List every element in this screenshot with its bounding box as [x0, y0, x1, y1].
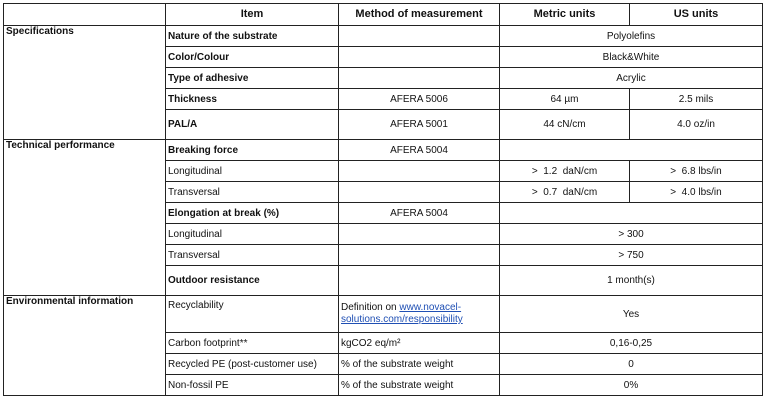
section-technical: Technical performance [4, 140, 166, 296]
value-recycled: 0 [500, 354, 763, 375]
method-breaking-transversal [339, 182, 500, 203]
item-carbon: Carbon footprint** [166, 333, 339, 354]
item-elongation-longitudinal: Longitudinal [166, 224, 339, 245]
method-thickness: AFERA 5006 [339, 89, 500, 110]
method-substrate [339, 26, 500, 47]
metric-breaking-transversal: > 0.7 daN/cm [500, 182, 630, 203]
item-breaking: Breaking force [166, 140, 339, 161]
item-elongation-transversal: Transversal [166, 245, 339, 266]
metric-thickness: 64 µm [500, 89, 630, 110]
item-elongation: Elongation at break (%) [166, 203, 339, 224]
us-breaking-longitudinal: > 6.8 lbs/in [630, 161, 763, 182]
value-carbon: 0,16-0,25 [500, 333, 763, 354]
table-row [4, 26, 763, 47]
section-header-blank [4, 4, 166, 26]
value-elongation [500, 203, 763, 224]
item-recyclability: Recyclability [166, 296, 339, 333]
item-breaking-longitudinal: Longitudinal [166, 161, 339, 182]
item-header: Item [166, 4, 339, 26]
header-row [4, 4, 763, 26]
method-elongation: AFERA 5004 [339, 203, 500, 224]
item-pal: PAL/A [166, 110, 339, 140]
method-elongation-longitudinal [339, 224, 500, 245]
method-breaking-longitudinal [339, 161, 500, 182]
metric-header: Metric units [500, 4, 630, 26]
method-recyclability-prefix: Definition on [341, 302, 397, 313]
us-header: US units [630, 4, 763, 26]
item-substrate: Nature of the substrate [166, 26, 339, 47]
value-recyclability: Yes [500, 296, 763, 333]
item-color: Color/Colour [166, 47, 339, 68]
method-color [339, 47, 500, 68]
item-breaking-transversal: Transversal [166, 182, 339, 203]
table-row [4, 140, 763, 161]
value-substrate: Polyolefins [500, 26, 763, 47]
method-adhesive [339, 68, 500, 89]
value-color: Black&White [500, 47, 763, 68]
method-recycled: % of the substrate weight [339, 354, 500, 375]
method-outdoor [339, 266, 500, 296]
value-adhesive: Acrylic [500, 68, 763, 89]
novacel-responsibility-link[interactable]: www.novacel-solutions.com/responsibility [341, 302, 463, 325]
method-pal: AFERA 5001 [339, 110, 500, 140]
item-nonfossil: Non-fossil PE [166, 375, 339, 396]
us-breaking-transversal: > 4.0 lbs/in [630, 182, 763, 203]
value-nonfossil: 0% [500, 375, 763, 396]
specification-table [3, 3, 763, 396]
table-row [4, 296, 763, 333]
section-environmental: Environmental information [4, 296, 166, 396]
method-carbon: kgCO2 eq/m² [339, 333, 500, 354]
item-outdoor: Outdoor resistance [166, 266, 339, 296]
us-pal: 4.0 oz/in [630, 110, 763, 140]
metric-pal: 44 cN/cm [500, 110, 630, 140]
value-elongation-transversal: > 750 [500, 245, 763, 266]
value-outdoor: 1 month(s) [500, 266, 763, 296]
metric-breaking-longitudinal: > 1.2 daN/cm [500, 161, 630, 182]
value-breaking [500, 140, 763, 161]
method-header: Method of measurement [339, 4, 500, 26]
item-recycled: Recycled PE (post-customer use) [166, 354, 339, 375]
us-thickness: 2.5 mils [630, 89, 763, 110]
method-nonfossil: % of the substrate weight [339, 375, 500, 396]
value-elongation-longitudinal: > 300 [500, 224, 763, 245]
method-recyclability [339, 296, 500, 333]
item-thickness: Thickness [166, 89, 339, 110]
section-specifications: Specifications [4, 26, 166, 140]
item-adhesive: Type of adhesive [166, 68, 339, 89]
method-elongation-transversal [339, 245, 500, 266]
method-breaking: AFERA 5004 [339, 140, 500, 161]
